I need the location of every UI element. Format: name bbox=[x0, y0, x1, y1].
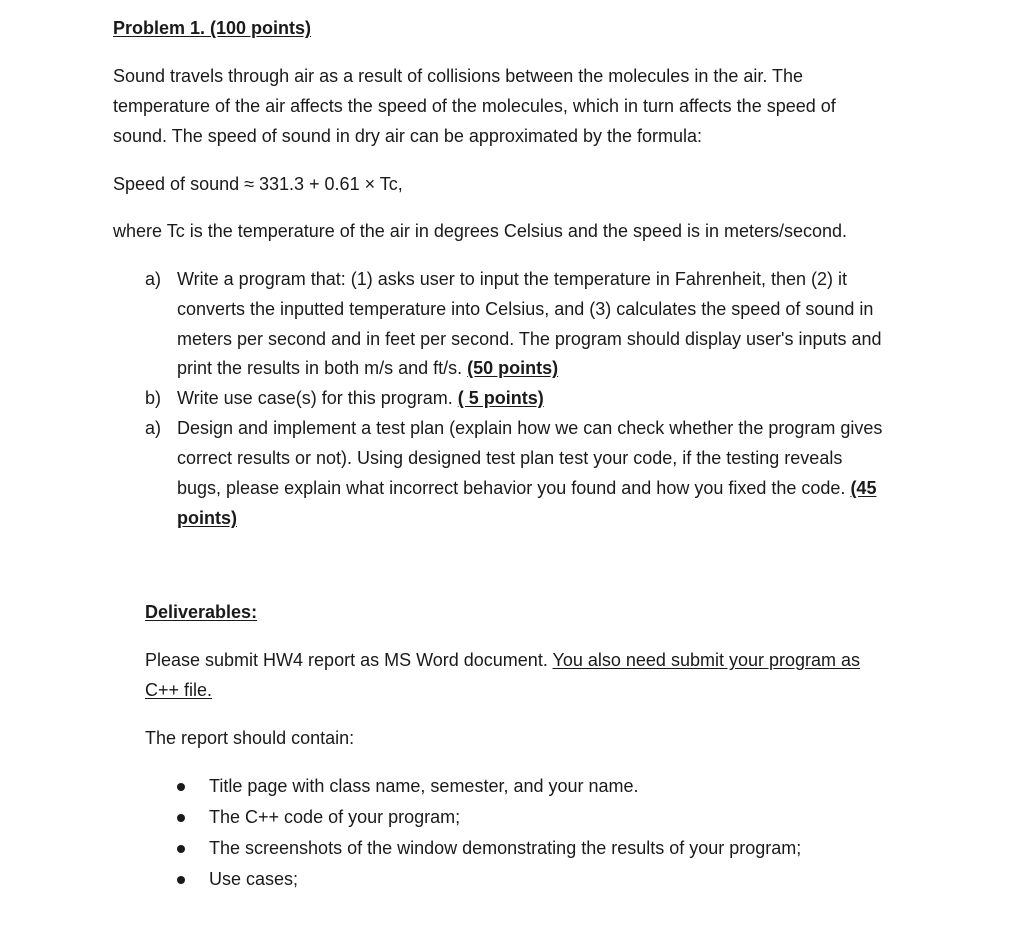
intro-line-1: Sound travels through air as a result of collisions between the molecules in the air. The bbox=[113, 66, 804, 86]
item-c-points-part-1: (45 bbox=[850, 478, 877, 498]
item-c-points-part-2: points) bbox=[177, 508, 237, 528]
bullet-dot-icon bbox=[177, 876, 185, 884]
item-a-points: (50 points) bbox=[467, 358, 559, 378]
item-a-line-2: converts the inputted temperature into Celsius, and (3) calculates the speed of sound in bbox=[177, 299, 874, 319]
deliverables-heading: Deliverables: bbox=[145, 602, 258, 622]
item-a-line-3: meters per second and in feet per second. The program should display user's inputs and bbox=[177, 329, 882, 349]
bullet-dot-icon bbox=[177, 814, 185, 822]
item-a-line-4-text: print the results in both m/s and ft/s. bbox=[177, 358, 468, 378]
item-a-line-4 bbox=[177, 358, 558, 379]
item-a-marker: a) bbox=[145, 269, 162, 289]
list-item: The screenshots of the window demonstrating the results of your program; bbox=[209, 838, 802, 858]
list-item: Use cases; bbox=[209, 869, 299, 889]
bullet-dot-icon bbox=[177, 783, 185, 791]
submit-requirement-part-2: C++ file. bbox=[145, 680, 213, 700]
list-item: The C++ code of your program; bbox=[209, 807, 461, 827]
bullet-dot-icon bbox=[177, 845, 185, 853]
item-b-line-1 bbox=[177, 388, 544, 409]
report-intro: The report should contain: bbox=[145, 728, 355, 748]
item-c-line-3 bbox=[177, 478, 876, 499]
item-b-text: Write use case(s) for this program. bbox=[177, 388, 458, 408]
item-a-line-1: Write a program that: (1) asks user to input the temperature in Fahrenheit, then (2) it bbox=[177, 269, 847, 289]
problem-heading: Problem 1. (100 points) bbox=[113, 18, 312, 38]
item-c-line-1: Design and implement a test plan (explain how we can check whether the program gives bbox=[177, 418, 883, 438]
submit-text: Please submit HW4 report as MS Word document. bbox=[145, 650, 553, 670]
item-b-marker: b) bbox=[145, 388, 162, 408]
item-c-marker: a) bbox=[145, 418, 162, 438]
item-b-points: ( 5 points) bbox=[457, 388, 544, 408]
intro-line-3: sound. The speed of sound in dry air can be approximated by the formula: bbox=[113, 126, 703, 146]
intro-line-2: temperature of the air affects the speed of the molecules, which in turn affects the speed of bbox=[113, 96, 836, 116]
formula: Speed of sound ≈ 331.3 + 0.61 × Tc, bbox=[113, 174, 403, 194]
submit-line-1 bbox=[145, 650, 860, 671]
item-c-line-2: correct results or not). Using designed test plan test your code, if the testing reveals bbox=[177, 448, 843, 468]
item-c-line-3-text: bugs, please explain what incorrect behavior you found and how you fixed the code. bbox=[177, 478, 851, 498]
submit-requirement-part-1: You also need submit your program as bbox=[552, 650, 861, 670]
list-item: Title page with class name, semester, and your name. bbox=[209, 776, 639, 796]
where-line: where Tc is the temperature of the air in degrees Celsius and the speed is in meters/second. bbox=[113, 221, 848, 241]
